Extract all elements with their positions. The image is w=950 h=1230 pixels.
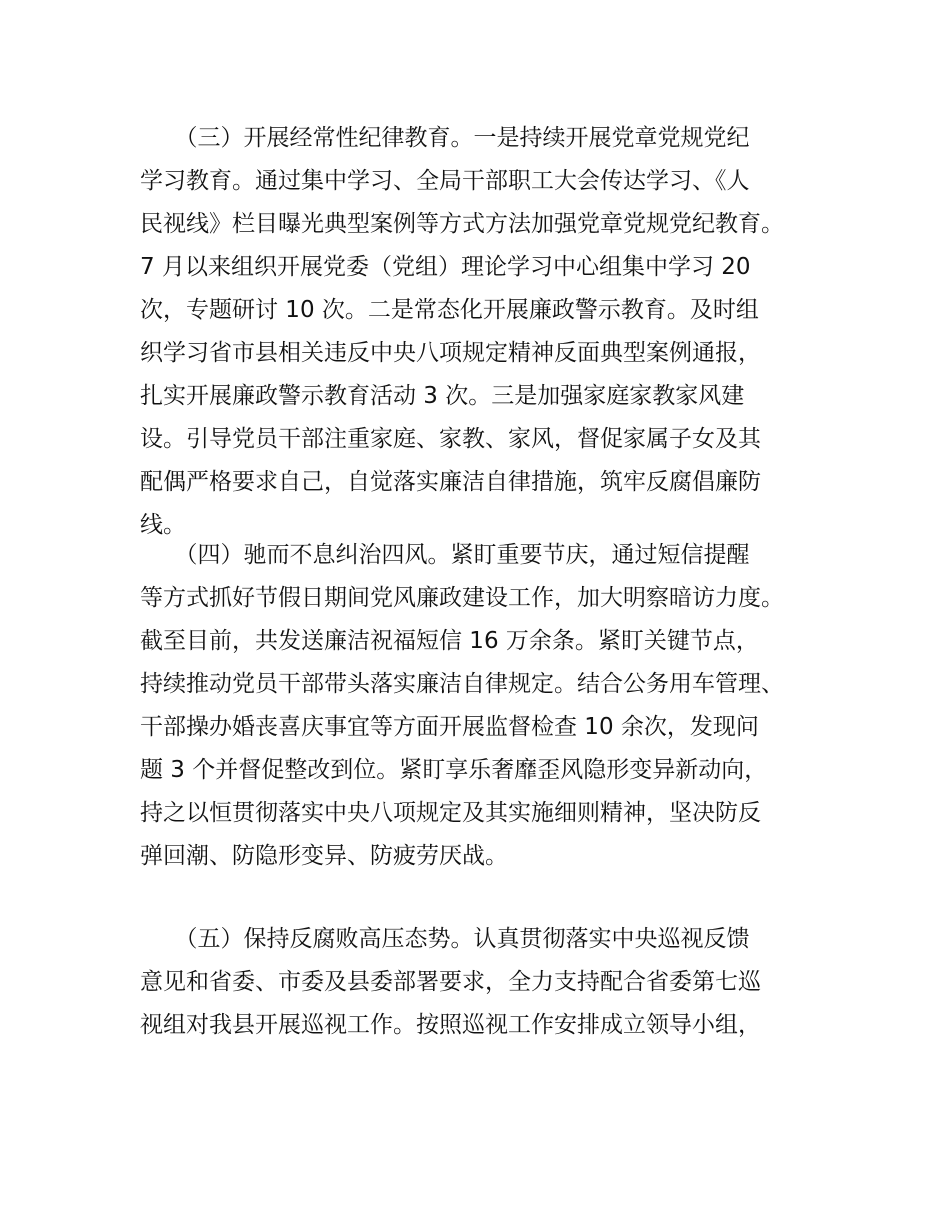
paragraph-line: 7 月以来组织开展党委（党组）理论学习中心组集中学习 20 [140,254,751,280]
paragraph-line: （四）驰而不息纠治四风。紧盯重要节庆，通过短信提醒 [140,542,750,568]
paragraph-line: （五）保持反腐败高压态势。认真贯彻落实中央巡视反馈 [140,926,750,952]
paragraph-line: 持续推动党员干部带头落实廉洁自律规定。结合公务用车管理、 [140,671,784,697]
paragraph-line: 视组对我县开展巡视工作。按照巡视工作安排成立领导小组， [140,1012,761,1038]
paragraph-line: 扎实开展廉政警示教育活动 3 次。三是加强家庭家教家风建 [140,383,745,409]
paragraph-line: 持之以恒贯彻落实中央八项规定及其实施细则精神，坚决防反 [140,800,761,826]
paragraph-line: 题 3 个并督促整改到位。紧盯享乐奢靡歪风隐形变异新动向， [140,757,768,783]
paragraph-line: 学习教育。通过集中学习、全局干部职工大会传达学习、《人 [140,168,750,194]
paragraph-anti-corruption [140,918,840,1047]
paragraph-line: （三）开展经常性纪律教育。一是持续开展党章党规党纪 [140,125,750,151]
paragraph-line: 干部操办婚丧喜庆事宜等方面开展监督检查 10 余次，发现问 [140,714,759,740]
paragraph-line: 弹回潮、防隐形变异、防疲劳厌战。 [140,843,508,869]
paragraph-line: 次，专题研讨 10 次。二是常态化开展廉政警示教育。及时组 [140,297,759,323]
paragraph-line: 设。引导党员干部注重家庭、家教、家风，督促家属子女及其 [140,426,761,452]
paragraph-line: 截至目前，共发送廉洁祝福短信 16 万余条。紧盯关键节点， [140,628,759,654]
paragraph-line: 意见和省委、市委及县委部署要求，全力支持配合省委第七巡 [140,969,761,995]
paragraph-line: 民视线》栏目曝光典型案例等方式方法加强党章党规党纪教育。 [140,211,784,237]
paragraph-line: 等方式抓好节假日期间党风廉政建设工作，加大明察暗访力度。 [140,585,784,611]
paragraph-line: 配偶严格要求自己，自觉落实廉洁自律措施，筑牢反腐倡廉防 [140,469,761,495]
paragraph-line: 线。 [140,512,186,538]
paragraph-line: 织学习省市县相关违反中央八项规定精神反面典型案例通报， [140,340,761,366]
paragraph-discipline-education [140,117,840,547]
paragraph-four-winds [140,534,840,878]
